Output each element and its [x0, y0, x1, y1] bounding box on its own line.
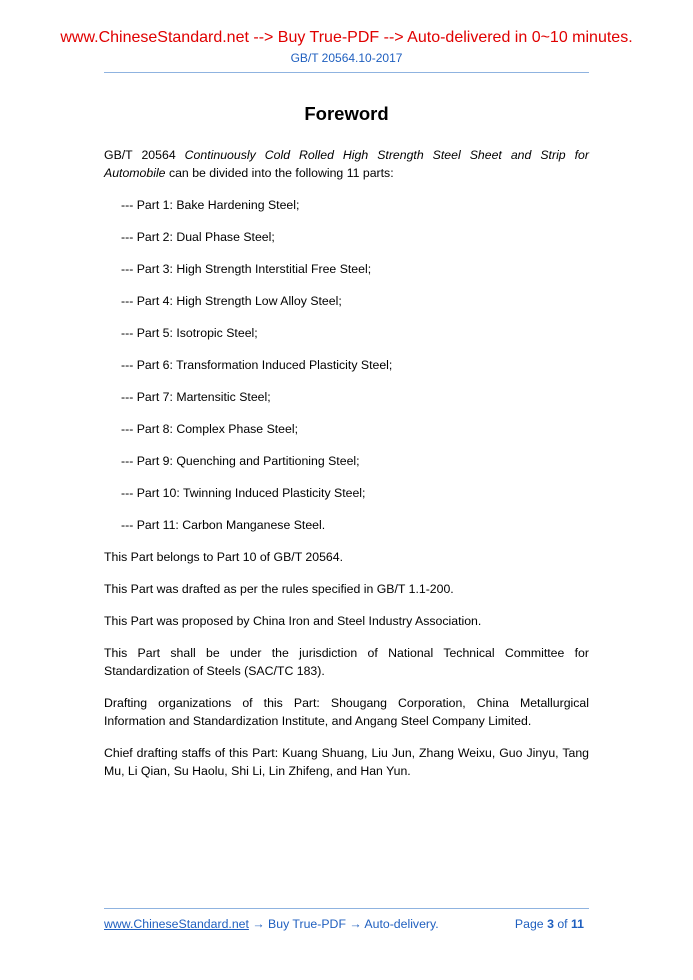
header-promo-link[interactable]: www.ChineseStandard.net --> Buy True-PDF --> Auto-delivered in 0~10 minutes.: [60, 29, 633, 46]
part-list-item: --- Part 1: Bake Hardening Steel;: [121, 198, 300, 212]
part-list-item: --- Part 2: Dual Phase Steel;: [121, 230, 275, 244]
page-number: [515, 915, 584, 933]
footer-divider: [104, 908, 589, 909]
intro-paragraph: [104, 146, 589, 182]
part-list-item: --- Part 6: Transformation Induced Plasticity Steel;: [121, 358, 393, 372]
page-title: Foreword: [304, 103, 389, 124]
part-list-item: --- Part 3: High Strength Interstitial Free Steel;: [121, 262, 372, 276]
intro-standard-title: Continuously Cold Rolled High Strength Steel Sheet and Strip for Automobile: [104, 148, 589, 180]
part-list-item: --- Part 11: Carbon Manganese Steel.: [121, 518, 326, 532]
of-label: of: [553, 917, 571, 931]
header-divider: [104, 72, 589, 73]
total-pages: 11: [571, 917, 584, 931]
footer-link-text: → Buy True-PDF → Auto-delivery.: [248, 917, 439, 931]
body-paragraph: This Part shall be under the jurisdiction of National Technical Committee for Standardization of Steels (SAC/TC 183).: [104, 646, 589, 678]
part-list-item: --- Part 10: Twinning Induced Plasticity Steel;: [121, 486, 366, 500]
intro-suffix: can be divided into the following 11 parts:: [165, 166, 394, 180]
current-page: 3: [547, 917, 554, 931]
body-paragraph: This Part was proposed by China Iron and Steel Industry Association.: [104, 614, 482, 628]
body-paragraph: Drafting organizations of this Part: Shougang Corporation, China Metallurgical Information and Standardization Institute, and Angang Steel Company Limited.: [104, 696, 589, 728]
footer-link[interactable]: [104, 915, 439, 933]
footer-site-link[interactable]: www.ChineseStandard.net: [104, 917, 249, 931]
part-list-item: --- Part 5: Isotropic Steel;: [121, 326, 258, 340]
part-list-item: --- Part 4: High Strength Low Alloy Steel;: [121, 294, 342, 308]
page-label: Page: [514, 917, 548, 931]
part-list-item: --- Part 9: Quenching and Partitioning Steel;: [121, 454, 360, 468]
body-paragraph: This Part was drafted as per the rules specified in GB/T 1.1-200.: [104, 582, 454, 596]
body-paragraph: This Part belongs to Part 10 of GB/T 20564.: [104, 550, 344, 564]
part-list-item: --- Part 7: Martensitic Steel;: [121, 390, 271, 404]
part-list-item: --- Part 8: Complex Phase Steel;: [121, 422, 299, 436]
document-body: [104, 146, 589, 794]
intro-prefix: GB/T 20564: [104, 148, 185, 162]
header-standard-code: GB/T 20564.10-2017: [290, 51, 403, 65]
body-paragraph: Chief drafting staffs of this Part: Kuang Shuang, Liu Jun, Zhang Weixu, Guo Jinyu, Tang Mu, Li Qian, Su Haolu, Shi Li, Lin Zhifeng, and Han Yun.: [104, 746, 589, 778]
